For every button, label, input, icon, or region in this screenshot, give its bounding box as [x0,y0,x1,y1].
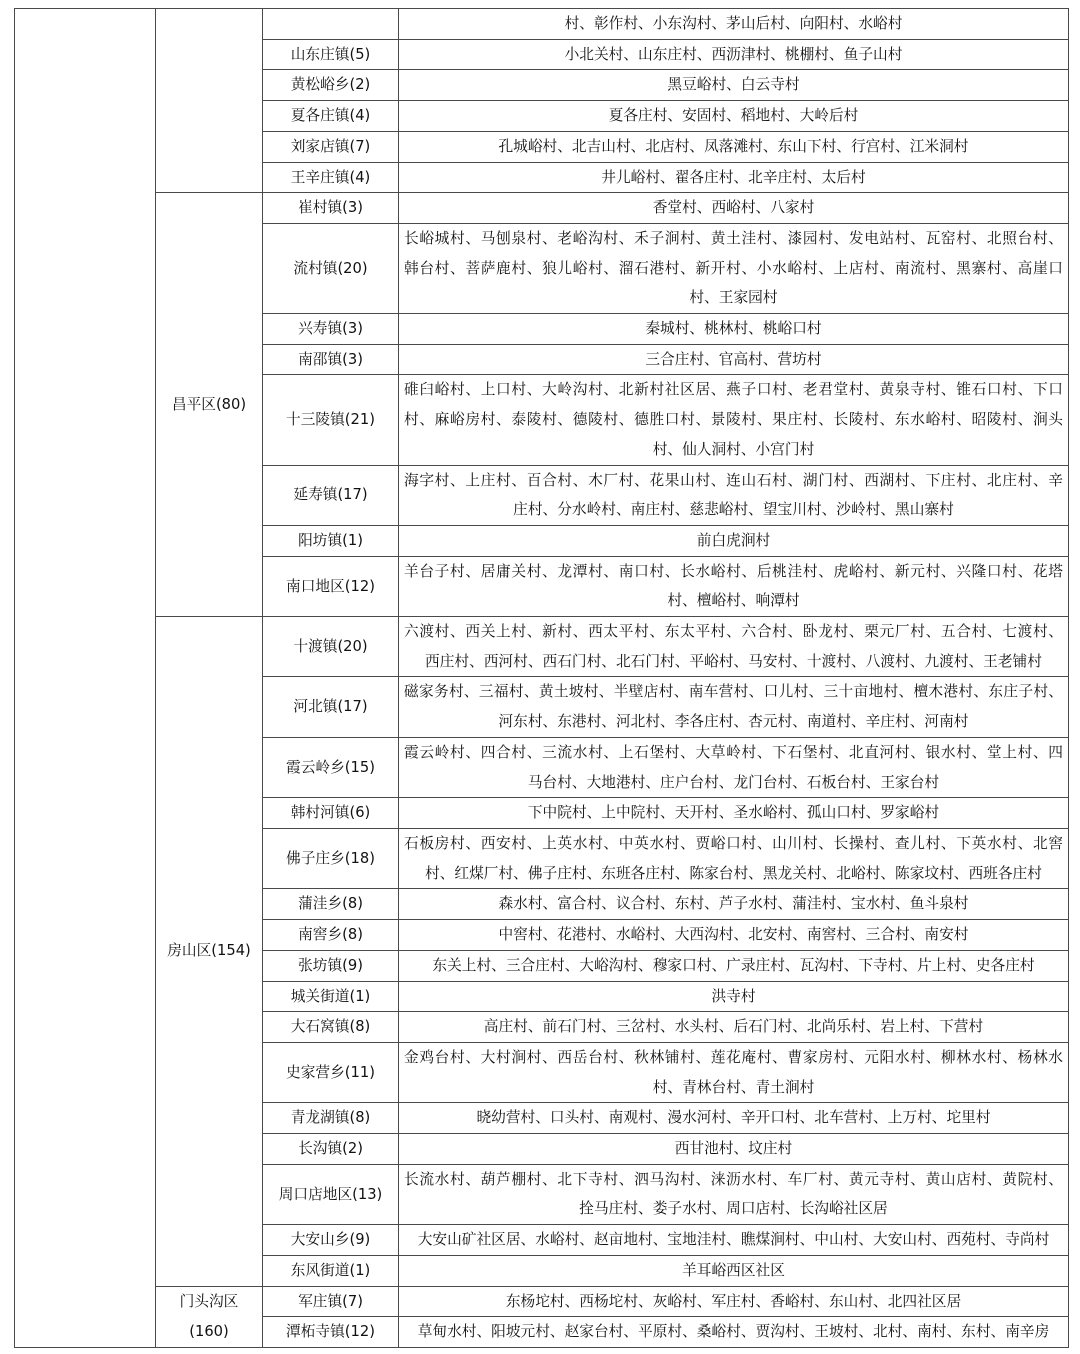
villages-cell [399,1134,1069,1165]
village-line: 森水村、富合村、议合村、东村、芦子水村、蒲洼村、宝水村、鱼斗泉村 [498,895,969,913]
town-cell [263,889,399,920]
city-cell [15,9,156,1348]
district-name: 昌平区(80) [171,395,247,413]
town-name: 南窖乡(8) [298,926,363,944]
villages-cell [399,1255,1069,1286]
villages-cell [399,889,1069,920]
village-line: 长流水村、葫芦棚村、北下寺村、泗马沟村、涞沥水村、车厂村、黄元寺村、黄山店村、黄院村、 [404,1170,1063,1188]
district-name: 门头沟区 [179,1293,239,1311]
town-name: 夏各庄镇(4) [290,107,371,125]
village-line: 东杨坨村、西杨坨村、灰峪村、军庄村、香峪村、东山村、北四社区居 [505,1292,962,1310]
district-count: (160) [189,1322,229,1340]
town-cell [263,920,399,951]
table-row [15,193,1069,224]
village-line: 黑豆峪村、白云寺村 [667,76,800,94]
town-name: 崔村镇(3) [298,199,363,217]
town-name: 张坊镇(9) [298,956,363,974]
village-line: 西庄村、西河村、西石门村、北石门村、平峪村、马安村、十渡村、八渡村、九渡村、王老铺村 [425,652,1042,670]
town-cell [263,101,399,132]
town-name: 佛子庄乡(18) [286,849,375,867]
villages-cell [399,70,1069,101]
table-row [15,617,1069,677]
village-line: 村、仙人洞村、小宫门村 [652,440,815,458]
village-line: 村、王家园村 [689,289,778,307]
village-line: 井儿峪村、翟各庄村、北辛庄村、太后村 [601,168,866,186]
village-line: 中窖村、花港村、水峪村、大西沟村、北安村、南窖村、三合村、南安村 [498,926,969,944]
village-line: 长峪城村、马刨泉村、老峪沟村、禾子涧村、黄土洼村、漆园村、发电站村、瓦窑村、北照台村、 [404,229,1063,247]
village-line: 小北关村、山东庄村、西沥津村、桃棚村、鱼子山村 [564,45,903,63]
town-cell [263,465,399,525]
village-line: 下中院村、上中院村、天开村、圣水峪村、孤山口村、罗家峪村 [527,804,940,822]
town-name: 大石窝镇(8) [290,1018,371,1036]
villages-cell [399,223,1069,313]
town-name: 东风街道(1) [290,1261,371,1279]
village-line: 前白虎涧村 [696,531,771,549]
village-line: 大安山矿社区居、水峪村、赵亩地村、宝地洼村、瞧煤涧村、中山村、大安山村、西苑村、寺尚村 [417,1231,1050,1249]
town-cell [263,344,399,375]
village-line: 三合庄村、官高村、营坊村 [645,350,822,368]
village-line: 金鸡台村、大村涧村、西岳台村、秋林铺村、莲花庵村、曹家房村、元阳水村、柳林水村、杨林水 [404,1048,1063,1066]
villages-cell [399,1286,1069,1317]
town-cell [263,525,399,556]
town-cell [263,950,399,981]
village-line: 六渡村、西关上村、新村、西太平村、东太平村、六合村、卧龙村、栗元厂村、五合村、七渡村、 [404,623,1063,641]
village-line: 磁家务村、三福村、黄土坡村、半壁店村、南车营村、口儿村、三十亩地村、檀木港村、东庄子村、 [404,683,1063,701]
town-name: 霞云岭乡(15) [286,758,375,776]
village-line: 村、檀峪村、响潭村 [667,592,800,610]
villages-cell [399,1164,1069,1224]
village-line: 孔城峪村、北吉山村、北店村、凤落滩村、东山下村、行宫村、江米洞村 [498,137,969,155]
village-line: 拴马庄村、娄子水村、周口店村、长沟峪社区居 [579,1200,888,1218]
villages-cell [399,131,1069,162]
villages-cell [399,162,1069,193]
town-cell [263,70,399,101]
district-name: 房山区(154) [167,942,251,960]
district-cell [156,617,263,1286]
town-cell [263,1042,399,1102]
town-cell [263,617,399,677]
village-line: 庄村、分水岭村、南庄村、慈悲峪村、望宝川村、沙岭村、黑山寨村 [513,501,954,519]
village-line: 晓幼营村、口头村、南观村、漫水河村、辛开口村、北车营村、上万村、坨里村 [476,1109,991,1127]
village-line: 秦城村、桃林村、桃峪口村 [645,320,822,338]
town-cell [263,737,399,797]
villages-cell [399,677,1069,737]
village-line: 村、彰作村、小东沟村、茅山后村、向阳村、水峪村 [564,15,903,32]
villages-cell [399,556,1069,616]
town-cell [263,556,399,616]
town-cell [263,131,399,162]
town-name: 城关街道(1) [290,987,371,1005]
village-line: 洪寺村 [711,987,756,1005]
village-line: 河东村、东港村、河北村、李各庄村、杏元村、南道村、辛庄村、河南村 [498,713,969,731]
town-cell [263,1317,399,1348]
table-row [15,1286,1069,1317]
town-name: 阳坊镇(1) [298,531,363,549]
villages-cell [399,920,1069,951]
villages-cell [399,39,1069,70]
villages-cell [399,617,1069,677]
village-line: 村、红煤厂村、佛子庄村、东班各庄村、陈家台村、黑龙关村、北峪村、陈家坟村、西班各庄村 [425,864,1042,882]
village-line: 霞云岭村、四合村、三流水村、上石堡村、大草岭村、下石堡村、北直河村、银水村、堂上村、四 [404,743,1063,761]
town-name: 刘家店镇(7) [290,137,371,155]
town-cell [263,677,399,737]
village-line: 韩台村、菩萨鹿村、狼儿峪村、溜石港村、新开村、小水峪村、上店村、南流村、黑寨村、高崖口 [404,259,1063,277]
villages-cell [399,981,1069,1012]
town-cell [263,193,399,224]
town-cell [263,1103,399,1134]
villages-cell [399,9,1069,40]
town-name: 军庄镇(7) [298,1292,363,1310]
town-cell [263,162,399,193]
village-line: 西甘池村、坟庄村 [674,1140,793,1158]
villages-cell [399,1042,1069,1102]
town-name: 南邵镇(3) [298,350,363,368]
district-cell [156,1286,263,1347]
town-name: 河北镇(17) [293,698,368,716]
villages-cell [399,525,1069,556]
town-cell [263,1012,399,1043]
villages-cell [399,465,1069,525]
villages-cell [399,1317,1069,1348]
town-name: 大安山乡(9) [290,1231,371,1249]
town-name: 韩村河镇(6) [290,804,371,822]
town-cell [263,1164,399,1224]
villages-cell [399,1012,1069,1043]
villages-cell [399,375,1069,465]
town-name: 流村镇(20) [293,259,368,277]
villages-cell [399,1225,1069,1256]
villages-cell [399,737,1069,797]
town-name: 兴寿镇(3) [298,320,363,338]
town-name: 黄松峪乡(2) [290,76,371,94]
town-name: 长沟镇(2) [298,1140,363,1158]
town-name: 十三陵镇(21) [286,411,375,429]
village-line: 村、麻峪房村、泰陵村、德陵村、德胜口村、景陵村、果庄村、长陵村、东水峪村、昭陵村、涧头 [404,411,1063,429]
village-line: 羊台子村、居庸关村、龙潭村、南口村、长水峪村、后桃洼村、虎峪村、新元村、兴隆口村、花塔 [404,562,1063,580]
town-name: 潭柘寺镇(12) [286,1323,375,1341]
village-line: 香堂村、西峪村、八家村 [652,199,815,217]
town-cell [263,39,399,70]
village-line: 羊耳峪西区社区 [682,1261,785,1279]
town-name: 史家营乡(11) [286,1063,375,1081]
villages-cell [399,101,1069,132]
town-cell [263,1134,399,1165]
town-cell [263,1255,399,1286]
villages-cell [399,828,1069,888]
town-cell [263,223,399,313]
villages-cell [399,193,1069,224]
village-line: 夏各庄村、安固村、稻地村、大岭后村 [608,107,859,125]
town-cell [263,375,399,465]
village-line: 马台村、大地港村、庄户台村、龙门台村、石板台村、王家台村 [527,773,940,791]
town-cell [263,798,399,829]
district-cell [156,9,263,193]
village-line: 村、青林台村、青土涧村 [652,1078,815,1096]
town-name: 王辛庄镇(4) [290,168,371,186]
village-line: 高庄村、前石门村、三岔村、水头村、后石门村、北尚乐村、岩上村、下营村 [483,1018,984,1036]
town-cell [263,314,399,345]
district-cell [156,193,263,617]
town-name: 蒲洼乡(8) [298,895,363,913]
village-line: 东关上村、三合庄村、大峪沟村、穆家口村、广录庄村、瓦沟村、下寺村、片上村、史各庄村 [432,956,1035,974]
town-cell [263,981,399,1012]
village-line: 海字村、上庄村、百合村、木厂村、花果山村、连山石村、湖门村、西湖村、下庄村、北庄村、辛 [404,471,1063,489]
villages-cell [399,314,1069,345]
town-name: 青龙湖镇(8) [290,1109,371,1127]
village-line: 碓臼峪村、上口村、大岭沟村、北新村社区居、燕子口村、老君堂村、黄泉寺村、锥石口村、下口 [404,381,1063,399]
town-name: 山东庄镇(5) [290,45,371,63]
village-line: 草甸水村、阳坡元村、赵家台村、平原村、桑峪村、贾沟村、王坡村、北村、南村、东村、南辛房 [417,1323,1050,1341]
villages-cell [399,1103,1069,1134]
town-name: 十渡镇(20) [293,637,368,655]
villages-cell [399,344,1069,375]
town-cell [263,1225,399,1256]
town-cell [263,828,399,888]
town-cell [263,1286,399,1317]
villages-cell [399,798,1069,829]
villages-cell [399,950,1069,981]
town-name: 延寿镇(17) [293,486,368,504]
town-cell [263,9,399,40]
town-name: 周口店地区(13) [278,1185,383,1203]
table-row [15,9,1069,40]
town-name: 南口地区(12) [286,577,375,595]
village-table [14,8,1069,1348]
village-line: 石板房村、西安村、上英水村、中英水村、贾峪口村、山川村、长操村、查儿村、下英水村、北窖 [404,834,1063,852]
